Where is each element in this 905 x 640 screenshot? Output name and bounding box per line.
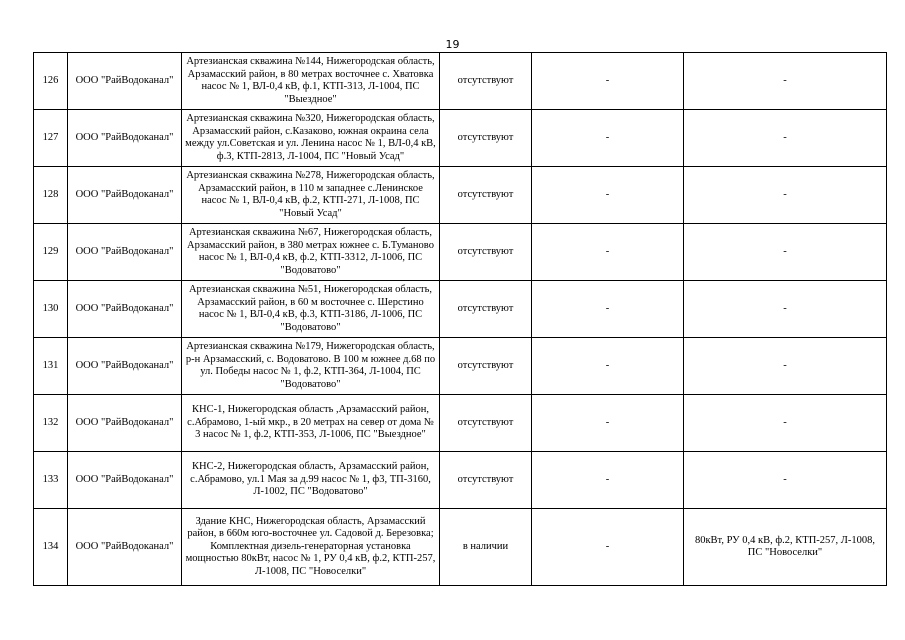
table-row xyxy=(34,110,887,167)
column-5-cell: - xyxy=(532,224,684,281)
column-5-cell: - xyxy=(532,338,684,395)
equipment-table xyxy=(33,52,887,586)
status-cell: отсутствуют xyxy=(440,452,532,509)
row-number: 127 xyxy=(34,110,68,167)
organization-cell: ООО "РайВодоканал" xyxy=(68,224,182,281)
column-6-cell: - xyxy=(684,224,887,281)
row-number: 133 xyxy=(34,452,68,509)
row-number: 131 xyxy=(34,338,68,395)
organization-cell: ООО "РайВодоканал" xyxy=(68,395,182,452)
object-description-cell: Артезианская скважина №179, Нижегородская область, р-н Арзамасский, с. Водоватово. В 100 м южнее д.68 по ул. Победы насос № 1, ф.2, КТП-364, Л-1004, ПС "Водоватово" xyxy=(182,338,440,395)
table-row xyxy=(34,281,887,338)
column-6-cell: - xyxy=(684,281,887,338)
column-5-cell: - xyxy=(532,53,684,110)
object-description-cell: Артезианская скважина №278, Нижегородская область, Арзамасский район, в 110 м западнее с.Ленинское насос № 1, ВЛ-0,4 кВ, ф.2, КТП-271, Л-1008, ПС "Новый Усад" xyxy=(182,167,440,224)
status-cell: в наличии xyxy=(440,509,532,586)
column-6-cell: - xyxy=(684,110,887,167)
organization-cell: ООО "РайВодоканал" xyxy=(68,110,182,167)
column-5-cell: - xyxy=(532,110,684,167)
object-description-cell: Здание КНС, Нижегородская область, Арзамасский район, в 660м юго-восточнее ул. Садовой д. Березовка; Комплектная дизель-генераторная установка мощностью 80кВт, насос № 1, РУ 0,4 кВ, ф.2, КТП-257, Л-1008, ПС "Новоселки" xyxy=(182,509,440,586)
object-description-cell: Артезианская скважина №51, Нижегородская область, Арзамасский район, в 60 м восточнее с. Шерстино насос № 1, ВЛ-0,4 кВ, ф.3, КТП-3186, Л-1006, ПС "Водоватово" xyxy=(182,281,440,338)
organization-cell: ООО "РайВодоканал" xyxy=(68,281,182,338)
table-row xyxy=(34,53,887,110)
column-5-cell: - xyxy=(532,509,684,586)
object-description-cell: КНС-2, Нижегородская область, Арзамасский район, с.Абрамово, ул.1 Мая за д.99 насос № 1, ф3, ТП-3160, Л-1002, ПС "Водоватово" xyxy=(182,452,440,509)
column-6-cell: - xyxy=(684,167,887,224)
row-number: 126 xyxy=(34,53,68,110)
column-6-cell: - xyxy=(684,395,887,452)
organization-cell: ООО "РайВодоканал" xyxy=(68,53,182,110)
organization-cell: ООО "РайВодоканал" xyxy=(68,509,182,586)
status-cell: отсутствуют xyxy=(440,167,532,224)
column-6-cell: - xyxy=(684,338,887,395)
column-5-cell: - xyxy=(532,395,684,452)
object-description-cell: Артезианская скважина №144, Нижегородская область, Арзамасский район, в 80 метрах восточнее с. Хватовка насос № 1, ВЛ-0,4 кВ, ф.1, КТП-313, Л-1004, ПС "Выездное" xyxy=(182,53,440,110)
organization-cell: ООО "РайВодоканал" xyxy=(68,338,182,395)
organization-cell: ООО "РайВодоканал" xyxy=(68,452,182,509)
status-cell: отсутствуют xyxy=(440,338,532,395)
row-number: 129 xyxy=(34,224,68,281)
column-6-cell: - xyxy=(684,452,887,509)
column-5-cell: - xyxy=(532,281,684,338)
object-description-cell: Артезианская скважина №320, Нижегородская область, Арзамасский район, с.Казаково, южная окраина села между ул.Советская и ул. Ленина насос № 1, ВЛ-0,4 кВ, ф.3, КТП-2813, Л-1004, ПС "Новый Усад" xyxy=(182,110,440,167)
object-description-cell: Артезианская скважина №67, Нижегородская область, Арзамасский район, в 380 метрах южнее с. Б.Туманово насос № 1, ВЛ-0,4 кВ, ф.2, КТП-3312, Л-1006, ПС "Водоватово" xyxy=(182,224,440,281)
table-row xyxy=(34,395,887,452)
row-number: 130 xyxy=(34,281,68,338)
table-row xyxy=(34,167,887,224)
row-number: 132 xyxy=(34,395,68,452)
column-6-cell: 80кВт, РУ 0,4 кВ, ф.2, КТП-257, Л-1008, ПС "Новоселки" xyxy=(684,509,887,586)
table-row xyxy=(34,452,887,509)
table-row xyxy=(34,509,887,586)
status-cell: отсутствуют xyxy=(440,110,532,167)
column-5-cell: - xyxy=(532,167,684,224)
object-description-cell: КНС-1, Нижегородская область ,Арзамасский район, с.Абрамово, 1-ый мкр., в 20 метрах на север от дома № 3 насос № 1, ф.2, КТП-353, Л-1006, ПС "Выездное" xyxy=(182,395,440,452)
status-cell: отсутствуют xyxy=(440,281,532,338)
table-row xyxy=(34,224,887,281)
page-number: 19 xyxy=(445,38,460,51)
row-number: 134 xyxy=(34,509,68,586)
table-row xyxy=(34,338,887,395)
status-cell: отсутствуют xyxy=(440,224,532,281)
status-cell: отсутствуют xyxy=(440,53,532,110)
row-number: 128 xyxy=(34,167,68,224)
organization-cell: ООО "РайВодоканал" xyxy=(68,167,182,224)
column-5-cell: - xyxy=(532,452,684,509)
status-cell: отсутствуют xyxy=(440,395,532,452)
column-6-cell: - xyxy=(684,53,887,110)
